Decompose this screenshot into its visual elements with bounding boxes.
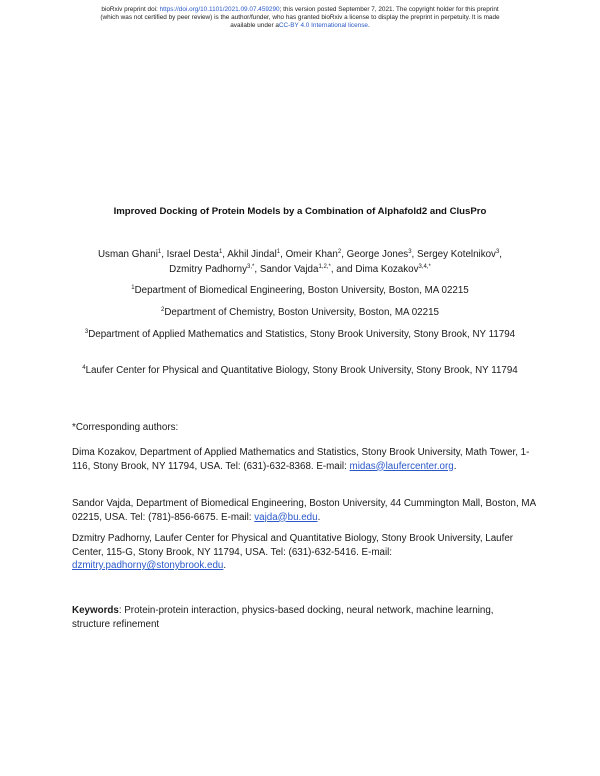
corresponding-entry: Sandor Vajda, Department of Biomedical Engineering, Boston University, 44 Cummington Mall, Boston, MA 02215, USA. Tel: (781)-856-6675. E-mail: vajda@bu.edu. bbox=[72, 498, 536, 523]
header-line-3: available under aCC-BY 4.0 International license. bbox=[230, 22, 370, 29]
paper-title: Improved Docking of Protein Models by a Combination of Alphafold2 and ClusPro bbox=[113, 206, 487, 217]
header-line-1: bioRxiv preprint doi: https://doi.org/10.1101/2021.09.07.459290; this version posted September 7, 2021. The copyright holder for this preprint bbox=[101, 6, 499, 13]
preprint-header bbox=[0, 6, 600, 30]
author: Omeir Khan$^2$, bbox=[285, 249, 347, 260]
email-link[interactable]: midas@laufercenter.org bbox=[349, 460, 454, 472]
doi-link[interactable]: https://doi.org/10.1101/2021.09.07.459290 bbox=[159, 6, 280, 13]
keywords bbox=[72, 604, 532, 631]
keywords-label: Keywords bbox=[72, 605, 119, 616]
author: Israel Desta$^1$, bbox=[166, 249, 228, 260]
affiliation-3: $^3$Department of Applied Mathematics and Statistics, Stony Brook University, Stony Brook, NY 11794 bbox=[84, 329, 516, 340]
author: Akhil Jindal$^1$, bbox=[227, 249, 286, 260]
license-link[interactable]: CC-BY 4.0 International license bbox=[278, 22, 368, 29]
corresponding-heading: *Corresponding authors: bbox=[72, 422, 179, 433]
affiliation-1: $^1$Department of Biomedical Engineering, Boston University, Boston, MA 02215 bbox=[131, 285, 469, 296]
author: Sandor Vajda$^{1,2,*}$, and bbox=[259, 264, 356, 275]
author: Dzmitry Padhorny$^{3,*}$, bbox=[169, 264, 260, 275]
affiliation-4: $^4$Laufer Center for Physical and Quantitative Biology, Stony Brook University, Stony Brook, NY 11794 bbox=[82, 365, 518, 376]
author: Sergey Kotelnikov$^3$, bbox=[416, 249, 503, 260]
email-link[interactable]: dzmitry.padhorny@stonybrook.edu bbox=[72, 560, 224, 571]
corresponding-entry: Dzmitry Padhorny, Laufer Center for Physical and Quantitative Biology, Stony Brook University, Laufer Center, 115-G, Stony Brook, NY 11794, USA. Tel: (631)-632-5416. E-mail: dzmitry.padhorny@stonybrook.edu. bbox=[72, 533, 514, 571]
corresponding-entry: Dima Kozakov, Department of Applied Mathematics and Statistics, Stony Brook University, Math Tower, 1-116, Stony Brook, NY 11794, USA. Tel: (631)-632-8368. E-mail: midas@laufercenter.org. bbox=[72, 447, 530, 472]
author: Usman Ghani$^1$, bbox=[97, 249, 167, 260]
affiliation-2: $^2$Department of Chemistry, Boston University, Boston, MA 02215 bbox=[161, 307, 439, 318]
email-link[interactable]: vajda@bu.edu bbox=[254, 511, 318, 523]
author: George Jones$^3$, bbox=[346, 249, 417, 260]
author-list bbox=[70, 247, 530, 277]
keywords-text: : Protein-protein interaction, physics-based docking, neural network, machine learning, structure refinement bbox=[72, 605, 494, 630]
author: Dima Kozakov$^{3,4,*}$ bbox=[355, 264, 431, 275]
header-line-2: (which was not certified by peer review) is the author/funder, who has granted bioRxiv a license to display the preprint in perpetuity. It is made bbox=[100, 14, 500, 21]
